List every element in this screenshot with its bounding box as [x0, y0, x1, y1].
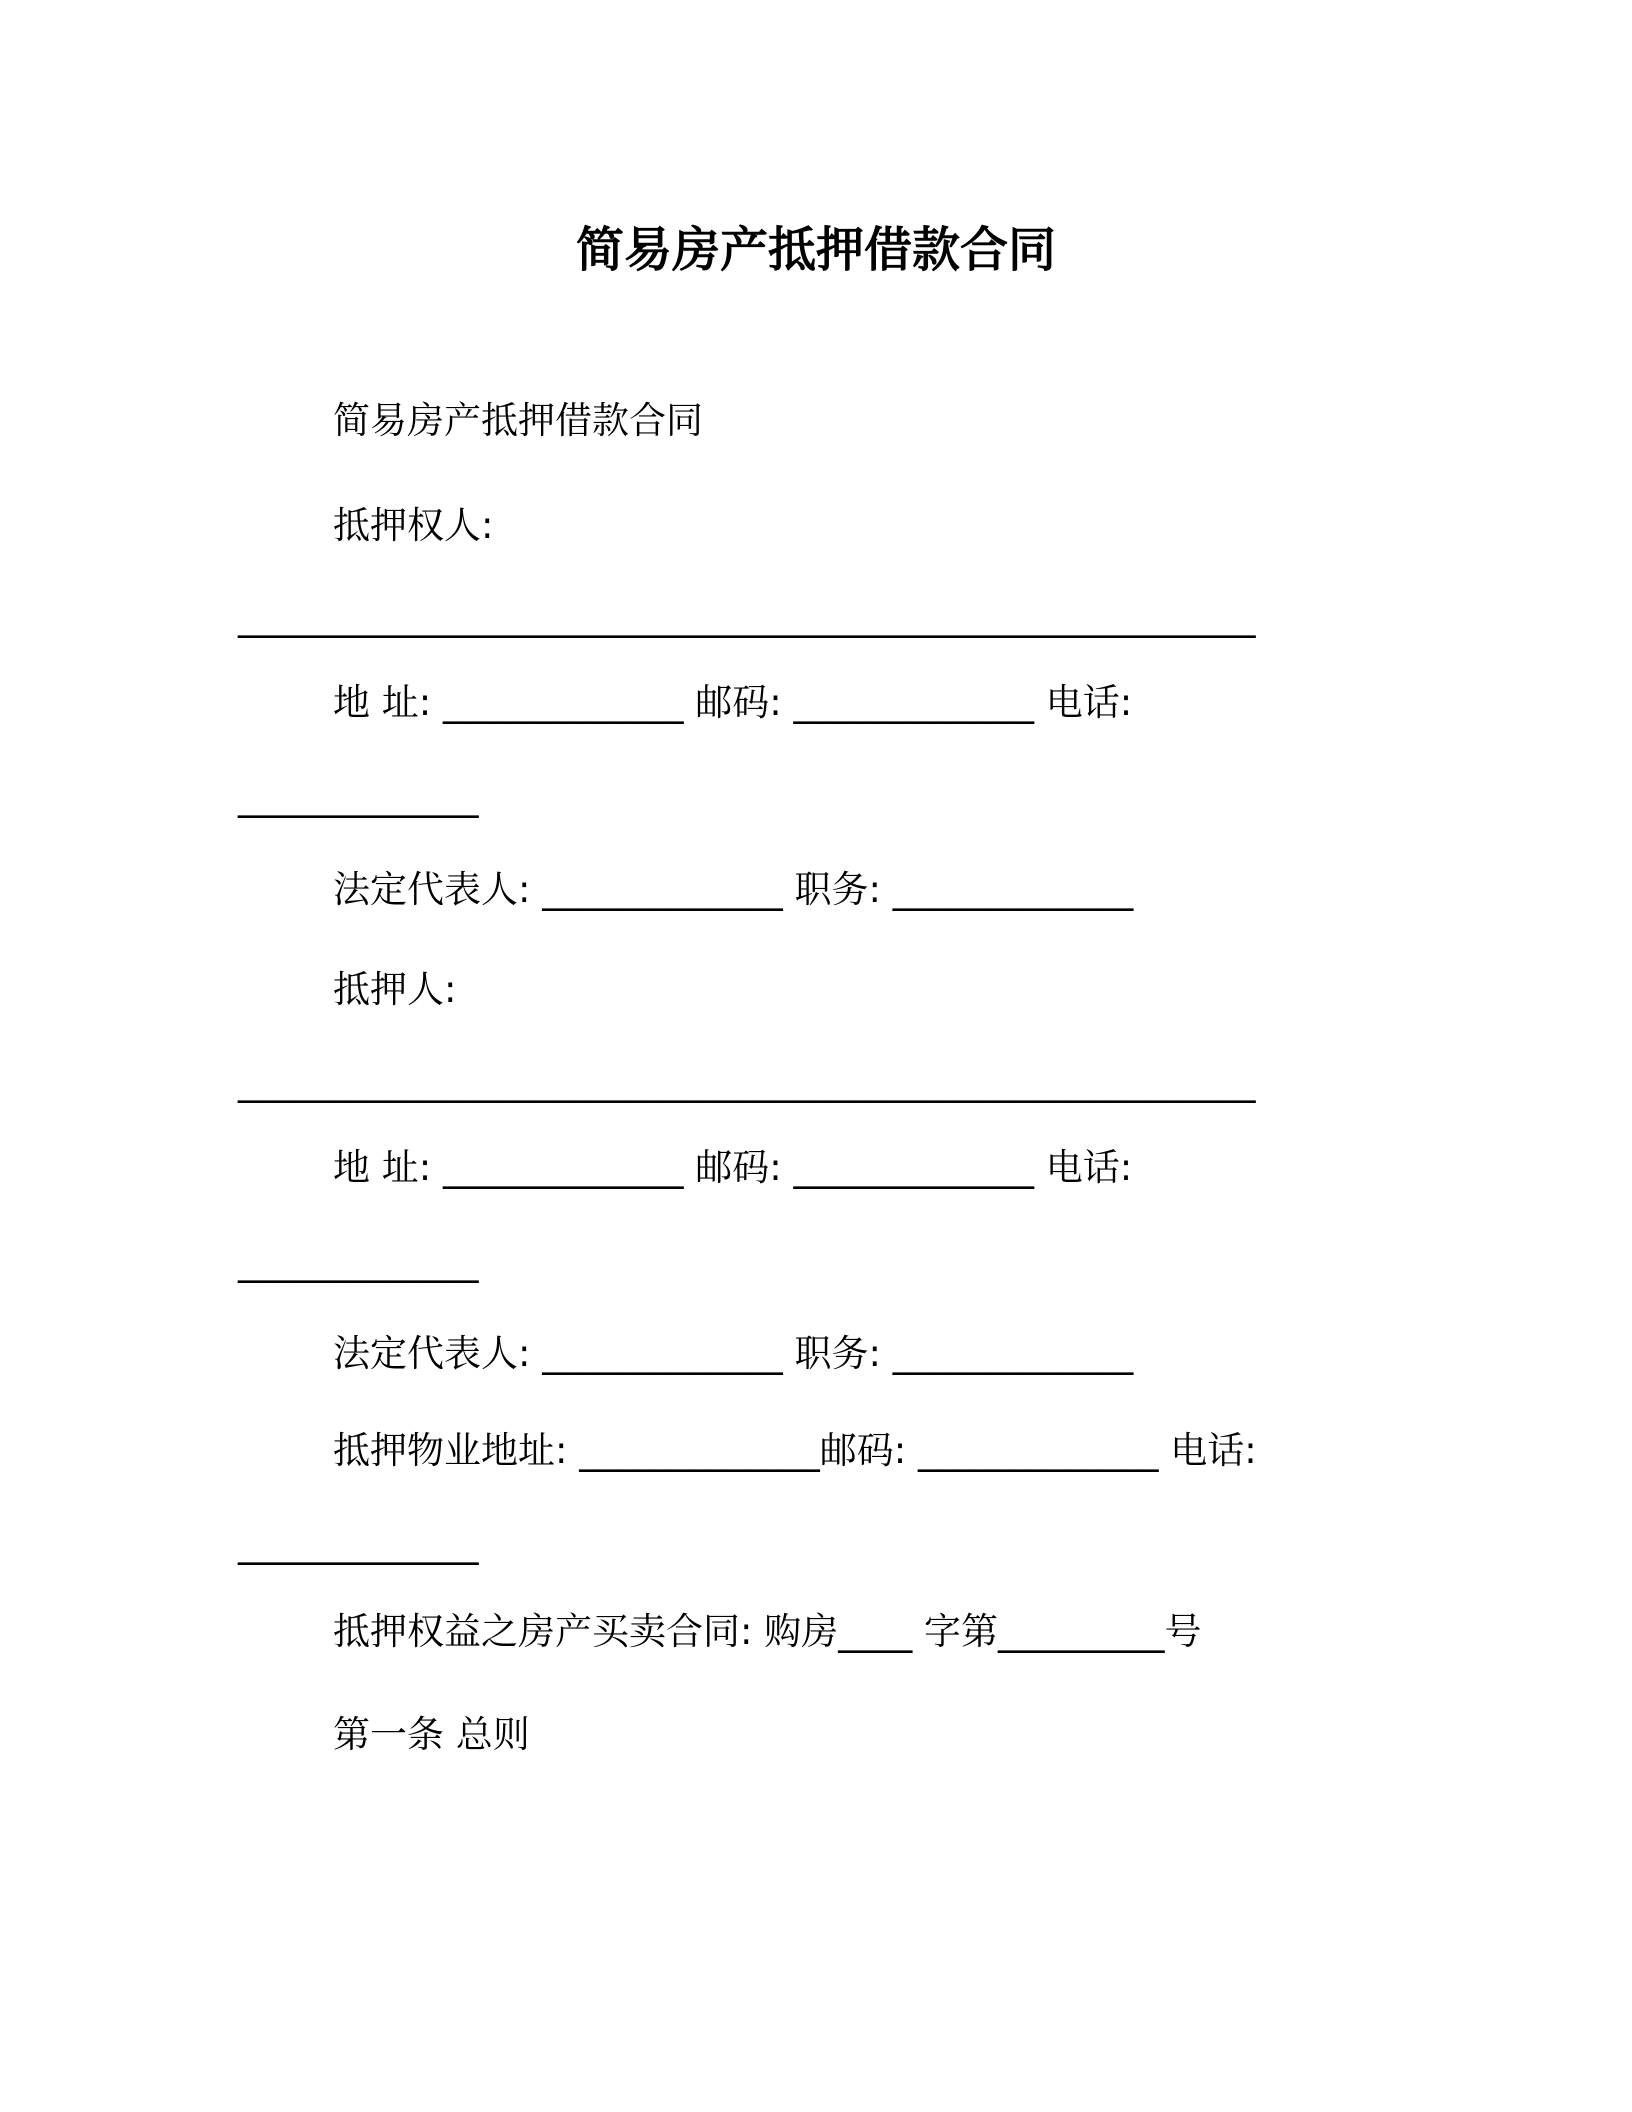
document-subtitle: 简易房产抵押借款合同: [333, 399, 703, 442]
mortgagor-phone-blank: _____________: [238, 1240, 479, 1283]
purchase-contract-line: 抵押权益之房产买卖合同: 购房____ 字第_________号: [333, 1610, 1202, 1653]
mortgagee-representative-line: 法定代表人: _____________ 职务: _____________: [333, 868, 1134, 911]
mortgagee-label: 抵押权人:: [333, 504, 494, 547]
mortgagor-address-line: 地 址: _____________ 邮码: _____________ 电话:: [333, 1146, 1133, 1189]
mortgagor-representative-line: 法定代表人: _____________ 职务: _____________: [333, 1332, 1134, 1375]
article-one-heading: 第一条 总则: [333, 1713, 530, 1756]
mortgagee-address-line: 地 址: _____________ 邮码: _____________ 电话:: [333, 681, 1133, 724]
property-phone-blank: _____________: [238, 1522, 479, 1565]
mortgagor-blank-line: _______________________________________________________: [238, 1060, 1256, 1103]
mortgagor-label: 抵押人:: [333, 968, 457, 1011]
property-address-line: 抵押物业地址: _____________邮码: _____________ 电话:: [333, 1429, 1257, 1472]
mortgagee-blank-line: _______________________________________________________: [238, 595, 1256, 638]
mortgagee-phone-blank: _____________: [238, 775, 479, 818]
document-title: 简易房产抵押借款合同: [575, 222, 1056, 278]
